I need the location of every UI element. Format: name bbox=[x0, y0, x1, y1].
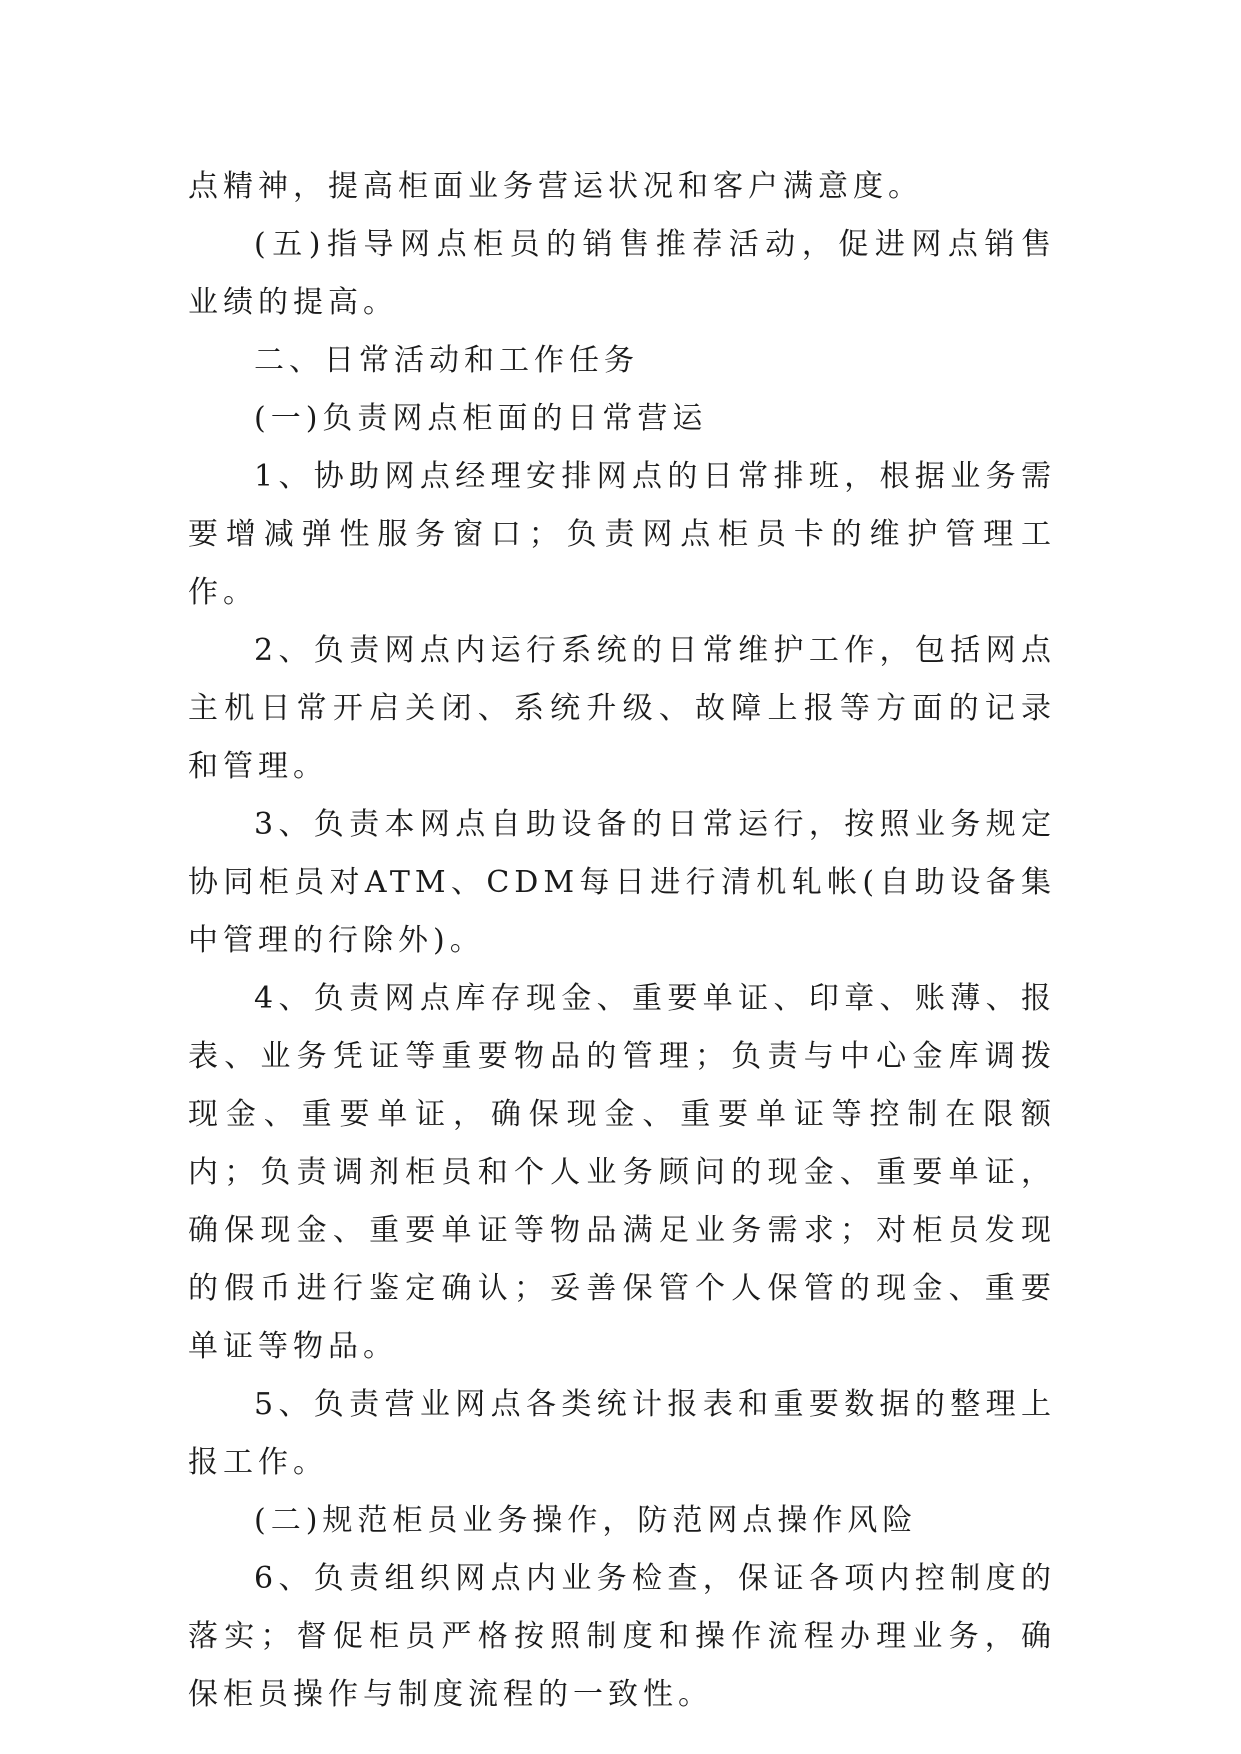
paragraph: 3、负责本网点自助设备的日常运行，按照业务规定协同柜员对ATM、CDM每日进行清机轧帐(自助设备集中管理的行除外)。 bbox=[188, 807, 1056, 958]
subsection-heading: (一)负责网点柜面的日常营运 bbox=[254, 401, 708, 436]
subsection-heading: (二)规范柜员业务操作，防范网点操作风险 bbox=[254, 1503, 918, 1538]
paragraph: 点精神，提高柜面业务营运状况和客户满意度。 bbox=[188, 169, 923, 204]
paragraph: 6、负责组织网点内业务检查，保证各项内控制度的落实；督促柜员严格按照制度和操作流程办理业务，确保柜员操作与制度流程的一致性。 bbox=[188, 1561, 1056, 1712]
section-heading: 二、日常活动和工作任务 bbox=[254, 343, 639, 378]
paragraph: 4、负责网点库存现金、重要单证、印章、账薄、报表、业务凭证等重要物品的管理；负责与中心金库调拨现金、重要单证，确保现金、重要单证等控制在限额内；负责调剂柜员和个人业务顾问的现金、重要单证，确保现金、重要单证等物品满足业务需求；对柜员发现的假币进行鉴定确认；妥善保管个人保管的现金、重要单证等物品。 bbox=[188, 981, 1056, 1364]
paragraph: 5、负责营业网点各类统计报表和重要数据的整理上报工作。 bbox=[188, 1387, 1056, 1480]
paragraph: 1、协助网点经理安排网点的日常排班，根据业务需要增减弹性服务窗口；负责网点柜员卡的维护管理工作。 bbox=[188, 459, 1056, 610]
document-body bbox=[188, 158, 1056, 1724]
paragraph: 2、负责网点内运行系统的日常维护工作，包括网点主机日常开启关闭、系统升级、故障上报等方面的记录和管理。 bbox=[188, 633, 1056, 784]
paragraph: (五)指导网点柜员的销售推荐活动，促进网点销售业绩的提高。 bbox=[188, 227, 1056, 320]
